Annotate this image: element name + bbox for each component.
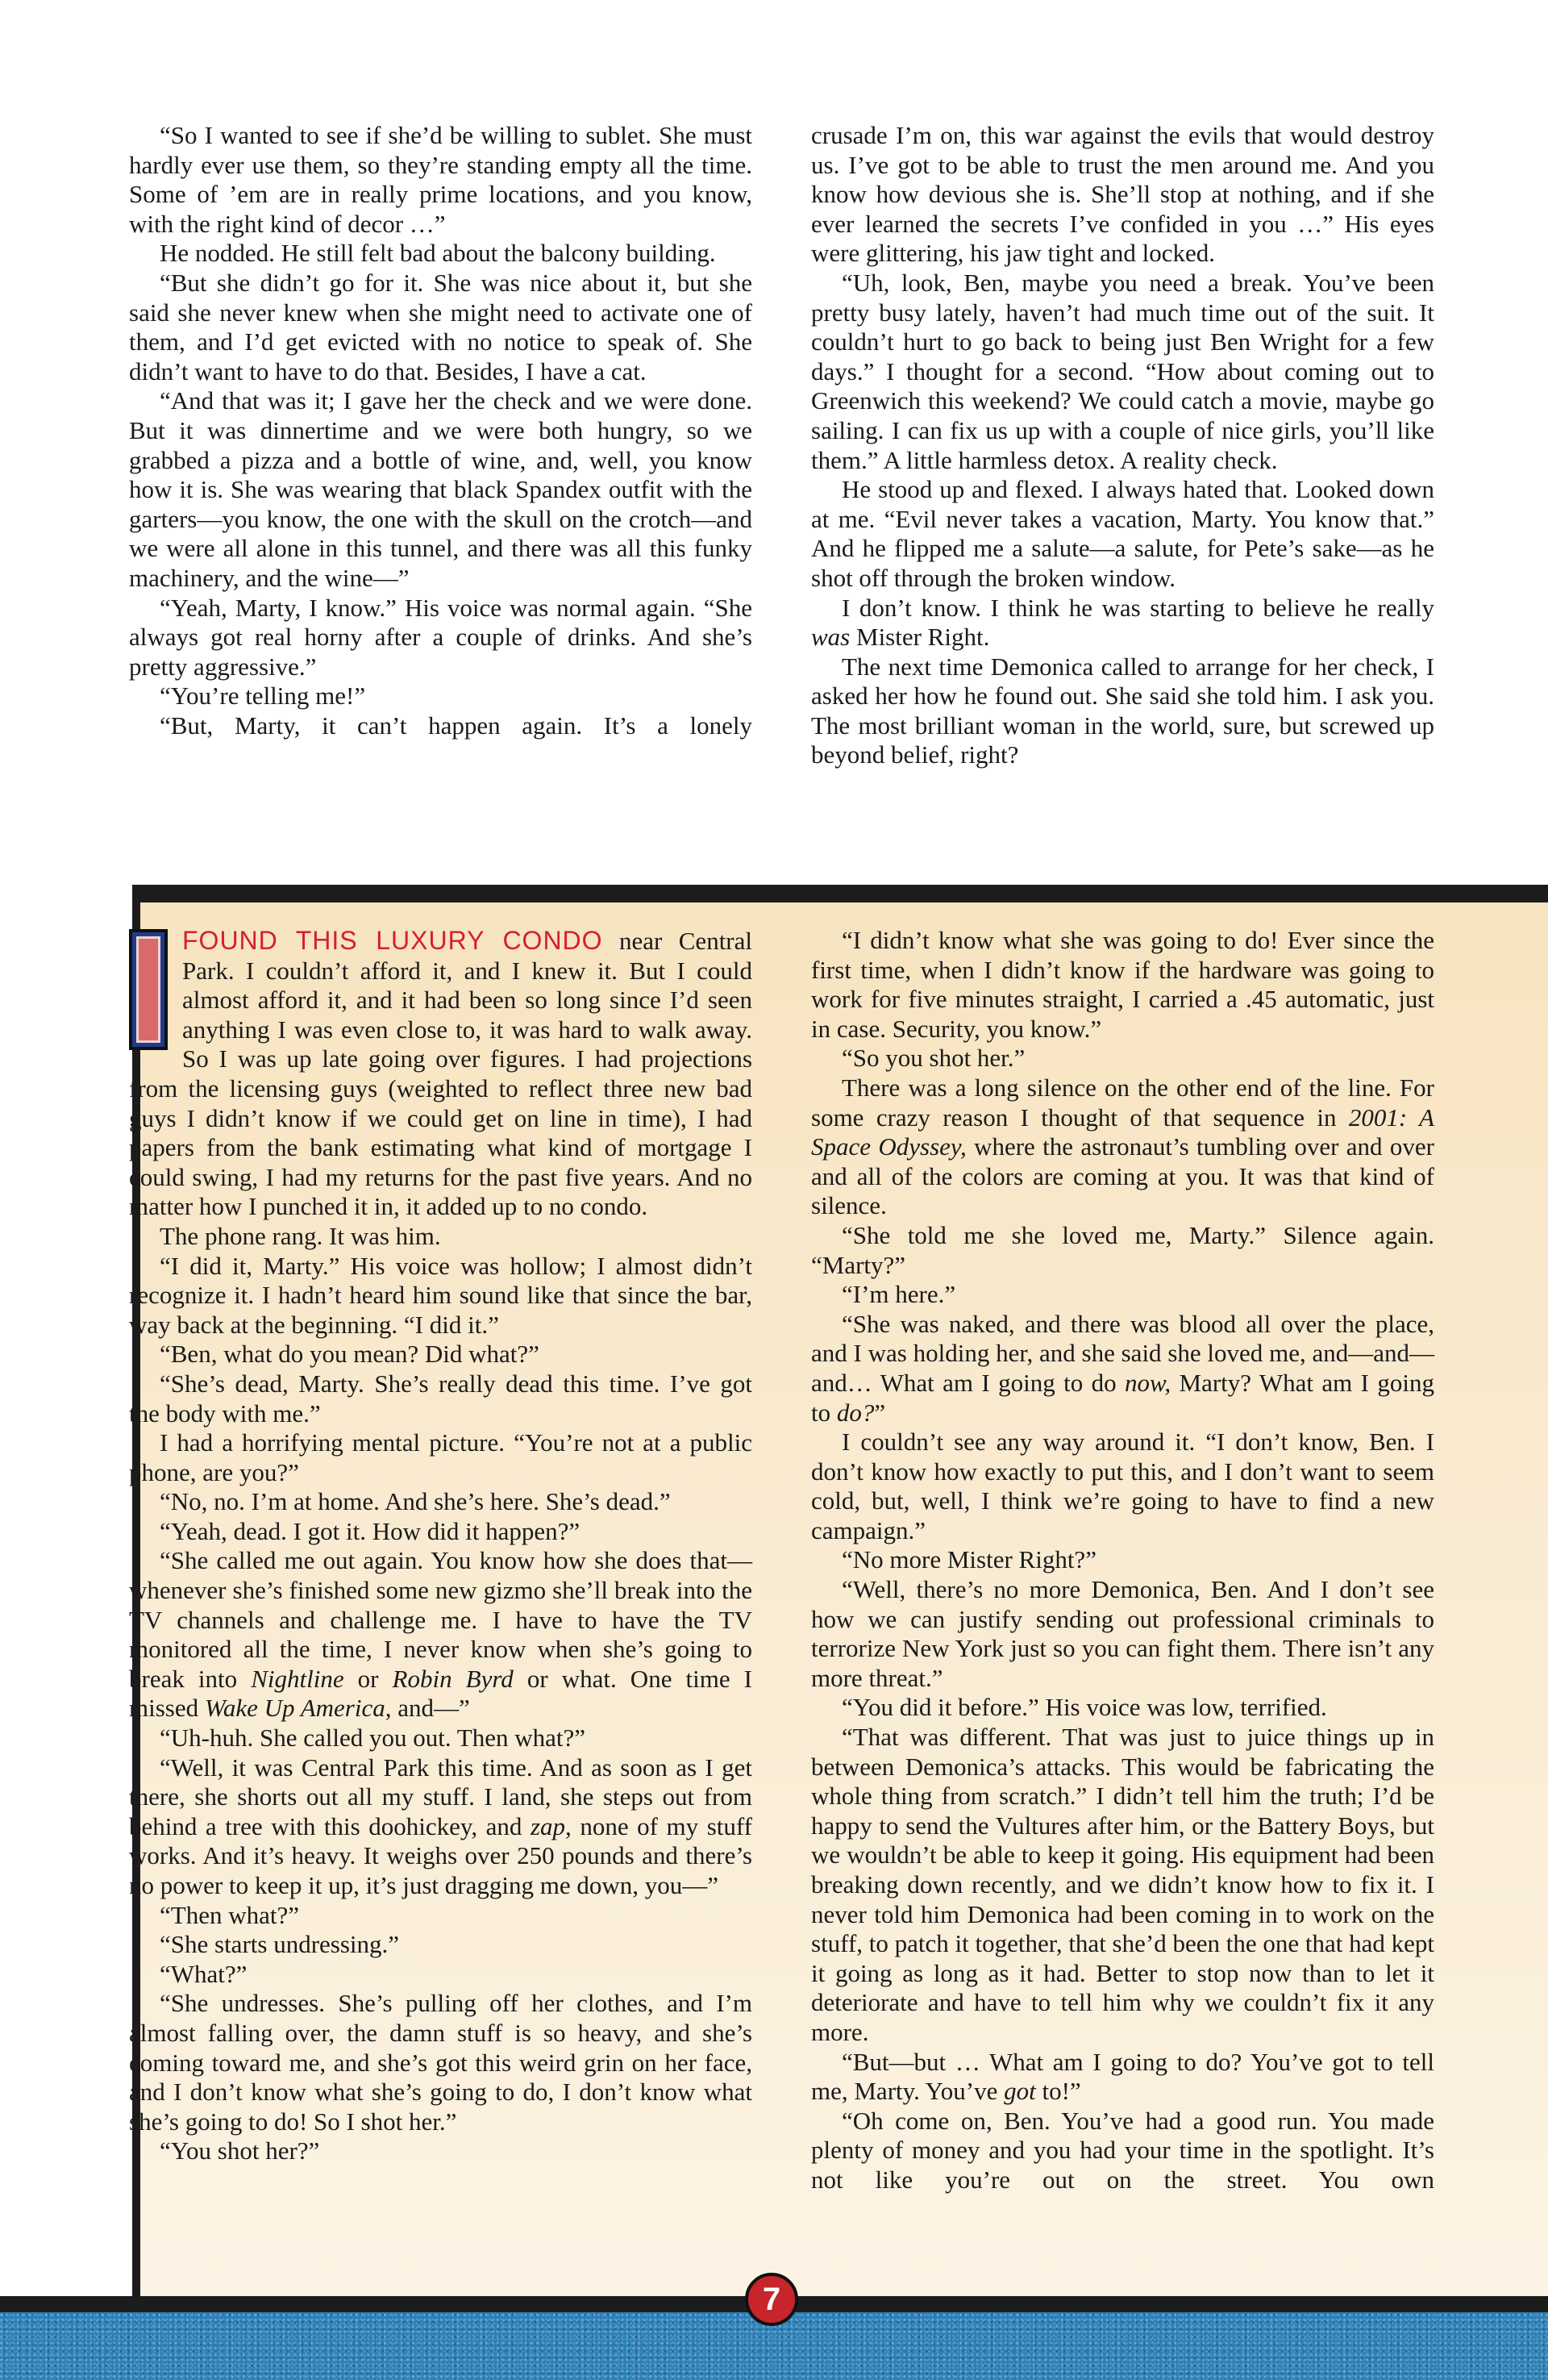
paragraph: “Then what?” [160, 1900, 299, 1929]
paragraph: “So you shot her.” [842, 1044, 1026, 1073]
section-top-rule [132, 885, 1548, 902]
paragraph: “You shot her?” [160, 2136, 320, 2165]
paragraph: He nodded. He still felt bad about the balcony building. [160, 239, 716, 268]
top-left-column [129, 121, 752, 740]
paragraph: “She undresses. She’s pulling off her clothes, and I’m almost falling over, the damn stuff is so heavy, and she’s coming toward me, and she’s got this weird grin on her face, and I don’t know what she’s going to do, I don’t know what she’s going to do! So I shot her.” [129, 1989, 752, 2136]
paragraph: “Oh come on, Ben. You’ve had a good run. You made plenty of money and you had your time in the spotlight. It’s not like you’re out on the street. You own [811, 2106, 1434, 2194]
page-number: 7 [745, 2273, 798, 2326]
paragraph: crusade I’m on, this war against the evils that would destroy us. I’ve got to be able to trust the men around me. And you know how devious she is. She’ll stop at nothing, and if she ever learned the secrets I’ve confided in you …” His eyes were glittering, his jaw tight and locked. [811, 121, 1434, 268]
paragraph: “Yeah, dead. I got it. How did it happen?” [160, 1516, 580, 1545]
paragraph: “But—but … What am I going to do? You’ve got to tell me, Marty. You’ve got to!” [811, 2047, 1434, 2106]
paragraph: “Ben, what do you mean? Did what?” [160, 1340, 539, 1369]
paragraph: “You did it before.” His voice was low, terrified. [842, 1693, 1327, 1722]
paragraph: I couldn’t see any way around it. “I don’t know, Ben. I don’t know how exactly to put this, and I don’t want to seem cold, but, well, I think we’re going to have to find a new campaign.” [811, 1428, 1434, 1544]
paragraph: I don’t know. I think he was starting to believe he really was Mister Right. [811, 593, 1434, 652]
paragraph: “She called me out again. You know how she does that—whenever she’s finished some new gizmo she’ll break into the TV channels and challenge me. I have to have the TV monitored all the time, I never know when she’s going to break into Nightline or Robin Byrd or what. One time I missed Wake Up America, and—” [129, 1546, 752, 1723]
paragraph: “Well, there’s no more Demonica, Ben. And I don’t see how we can justify sending out professional criminals to terrorize New York just so you can fight them. There isn’t any more threat.” [811, 1575, 1434, 1692]
top-right-column [811, 121, 1434, 770]
paragraph: “And that was it; I gave her the check and we were done. But it was dinnertime and we were both hungry, so we grabbed a pizza and a bottle of wine, and, well, you know how it is. She was wearing that black Spandex outfit with the garters—you know, the one with the skull on the crotch—and we were all alone in this tunnel, and there was all this funky machinery, and the wine—” [129, 386, 752, 592]
drop-cap-i [129, 929, 168, 1050]
paragraph: “No more Mister Right?” [842, 1545, 1096, 1574]
paragraph: “But, Marty, it can’t happen again. It’s a lonely [160, 711, 752, 740]
paragraph: I had a horrifying mental picture. “You’re not at a public phone, are you?” [129, 1428, 752, 1486]
bottom-right-column [811, 926, 1434, 2195]
paragraph: “Yeah, Marty, I know.” His voice was normal again. “She always got real horny after a couple of drinks. And she’s pretty aggressive.” [129, 593, 752, 681]
lead-paragraph: FOUND THIS LUXURY CONDO near Central Park. I couldn’t afford it, and I knew it. But I could almost afford it, and it had been so long since I’d seen anything I was even close to, it was hard to walk away. So I was up late going over figures. I had projections from the licensing guys (weighted to reflect three new bad guys I didn’t know if we could get on line in time), I had papers from the bank estimating what kind of mortgage I could swing, I had my returns for the past five years. And no matter how I punched it in, it added up to no condo. [129, 926, 753, 1221]
paragraph: “You’re telling me!” [160, 681, 366, 711]
paragraph: “Uh, look, Ben, maybe you need a break. You’ve been pretty busy lately, haven’t had much time out of the suit. It couldn’t hurt to go back to being just Ben Wright for a few days.” I thought for a second. “How about coming out to Greenwich this weekend? We could catch a movie, maybe go sailing. I can fix us up with a couple of nice girls, you’ll like them.” A little harmless detox. A reality check. [811, 268, 1434, 474]
paragraph: The next time Demonica called to arrange for her check, I asked her how he found out. She said she told him. I ask you. The most brilliant woman in the world, sure, but screwed up beyond belief, right? [811, 652, 1434, 769]
paragraph: “What?” [160, 1959, 248, 1988]
paragraph: “That was different. That was just to juice things up in between Demonica’s attacks. This would be fabricating the whole thing from scratch.” I didn’t tell him the truth; I’d be happy to send the Vultures after him, or the Battery Boys, but we wouldn’t be able to keep it going. His equipment had been breaking down recently, and we didn’t know how to fix it. I never told him Demonica had been coming in to work on the stuff, to patch it together, that she’d been the one that had kept it going as long as it had. Better to stop now than to let it deteriorate and have to tell him why we couldn’t fix it any more. [811, 1723, 1434, 2046]
paragraph: “No, no. I’m at home. And she’s here. She’s dead.” [160, 1487, 671, 1516]
paragraph: “Uh-huh. She called you out. Then what?” [160, 1724, 585, 1753]
paragraph: “She was naked, and there was blood all over the place, and I was holding her, and she said she loved me, and—and—and… What am I going to do now, Marty? What am I going to do?” [811, 1309, 1434, 1427]
paragraph: “I did it, Marty.” His voice was hollow; I almost didn’t recognize it. I hadn’t heard him sound like that since the bar, way back at the beginning. “I did it.” [129, 1251, 752, 1339]
bottom-left-column [129, 926, 752, 2166]
paragraph: “But she didn’t go for it. She was nice about it, but she said she never knew when she might need to activate one of them, and I’d get evicted with no notice to speak of. She didn’t want to have to do that. Besides, I have a cat. [129, 268, 752, 386]
paragraph: “I didn’t know what she was going to do! Ever since the first time, when I didn’t know if the hardware was going to work for five minutes straight, I carried a .45 automatic, just in case. Security, you know.” [811, 926, 1434, 1043]
paragraph: “So I wanted to see if she’d be willing to sublet. She must hardly ever use them, so they’re standing empty all the time. Some of ’em are in really prime locations, and you know, with the right kind of decor …” [129, 121, 752, 238]
paragraph: He stood up and flexed. I always hated that. Looked down at me. “Evil never takes a vacation, Marty. You know that.” And he flipped me a salute—a salute, for Pete’s sake—as he shot off through the broken window. [811, 475, 1434, 592]
paragraph: “She starts undressing.” [160, 1930, 400, 1959]
paragraph: There was a long silence on the other end of the line. For some crazy reason I thought of that sequence in 2001: A Space Odyssey, where the astronaut’s tumbling over and over and all of the colors are coming at you. It was that kind of silence. [811, 1073, 1434, 1220]
paragraph: “She told me she loved me, Marty.” Silence again. “Marty?” [811, 1220, 1434, 1279]
lead-in-caps: FOUND THIS LUXURY CONDO [182, 926, 603, 955]
paragraph: “Well, it was Central Park this time. And as soon as I get there, she shorts out all my stuff. I land, she steps out from behind a tree with this doohickey, and zap, none of my stuff works. And it’s heavy. It weighs over 250 pounds and there’s no power to keep it up, it’s just dragging me down, you—” [129, 1753, 752, 1899]
paragraph: “I’m here.” [842, 1280, 956, 1309]
paragraph: The phone rang. It was him. [160, 1221, 441, 1250]
paragraph: “She’s dead, Marty. She’s really dead this time. I’ve got the body with me.” [129, 1369, 752, 1428]
